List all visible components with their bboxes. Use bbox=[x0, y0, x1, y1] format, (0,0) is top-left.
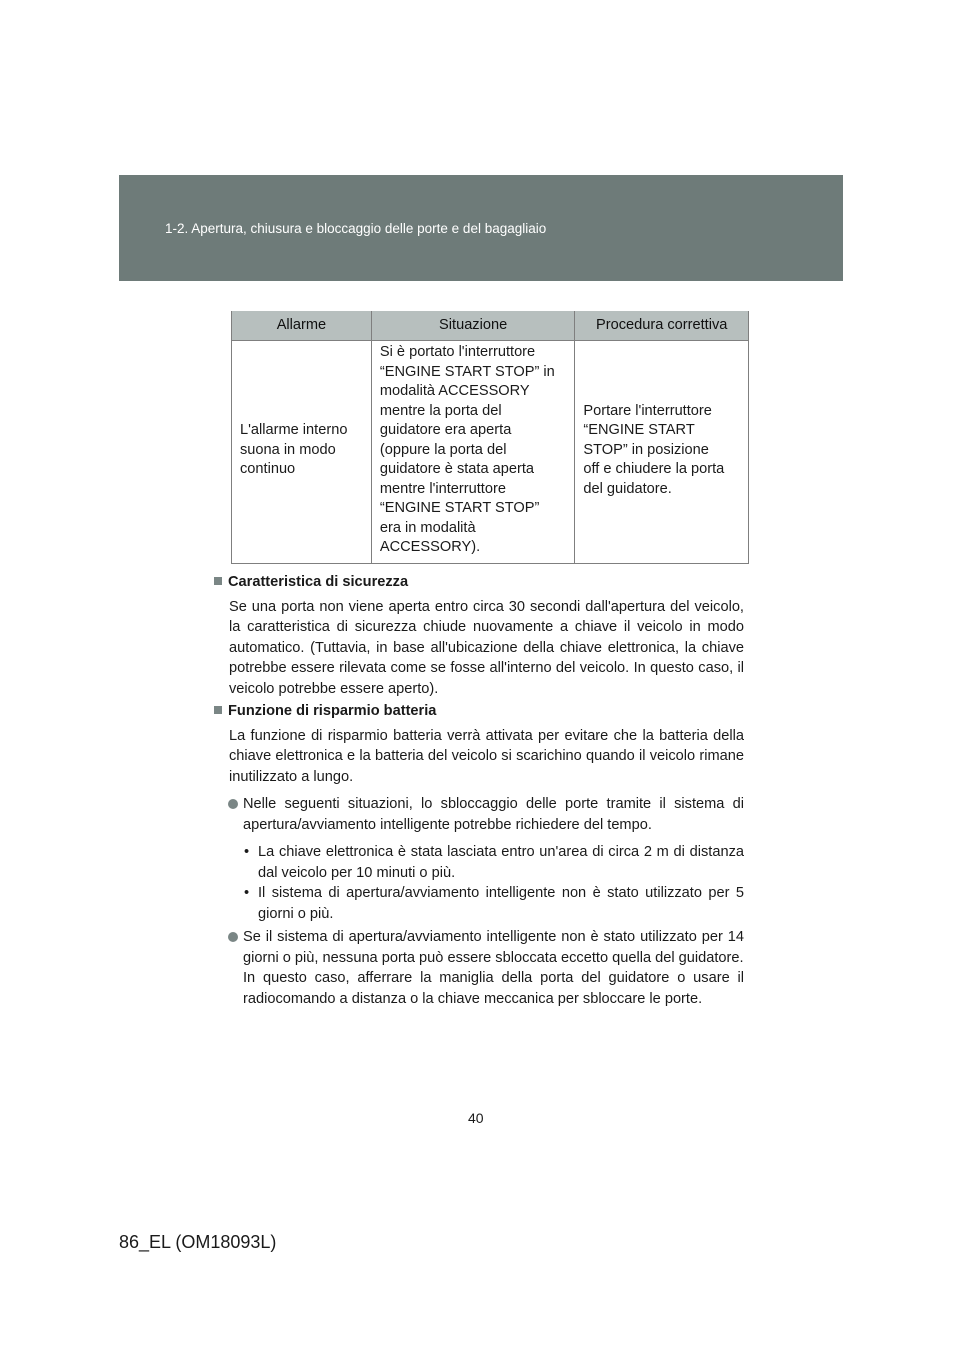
cell-line: era in modalità bbox=[379, 519, 476, 536]
cell-line: “ENGINE START STOP” in bbox=[379, 363, 555, 380]
column-header-situazione: Situazione bbox=[371, 311, 575, 341]
section-caratteristica-sicurezza bbox=[214, 572, 744, 699]
section-header-bar bbox=[119, 175, 843, 281]
table-row bbox=[232, 341, 749, 564]
circle-bullet-icon bbox=[228, 799, 238, 809]
section-title: 1-2. Apertura, chiusura e bloccaggio delle porte e del bagagliaio bbox=[165, 221, 547, 236]
cell-line: (oppure la porta del bbox=[379, 441, 507, 458]
cell-procedura bbox=[575, 341, 749, 564]
table-header-row bbox=[232, 311, 749, 341]
cell-line: mentre la porta del bbox=[379, 402, 502, 419]
bullet-text: Se il sistema di apertura/avviamento intelligente non è stato utilizzato per 14 giorni o più, nessuna porta può essere sbloccata eccetto quella del guidatore. bbox=[243, 929, 744, 966]
section-risparmio-batteria bbox=[214, 701, 744, 1009]
column-header-procedura: Procedura correttiva bbox=[575, 311, 749, 341]
section-heading: Caratteristica di sicurezza bbox=[228, 574, 409, 590]
cell-line: Si è portato l'interruttore bbox=[379, 344, 536, 360]
cell-line: continuo bbox=[240, 461, 296, 477]
section-paragraph: Se una porta non viene aperta entro circa 30 secondi dall'apertura del veicolo, la caratteristica di sicurezza chiude nuovamente a chiave il veicolo in modo automatico. (Tuttavia, in base all'ubicazione della chiave elettronica, la chiave potrebbe essere rilevata come se fosse all'interno del veicolo. In questo caso, il veicolo potrebbe essere aperto). bbox=[229, 598, 744, 697]
column-header-allarme: Allarme bbox=[232, 311, 372, 341]
cell-line: Portare l'interruttore bbox=[583, 402, 712, 419]
bullet-text: Nelle seguenti situazioni, lo sbloccaggio delle porte tramite il sistema di apertura/avviamento intelligente potrebbe richiedere del tempo. bbox=[243, 796, 744, 833]
cell-line: STOP” in posizione bbox=[583, 441, 709, 458]
cell-line: del guidatore. bbox=[583, 480, 672, 497]
cell-line: mentre l'interruttore bbox=[379, 480, 506, 497]
cell-allarme bbox=[232, 341, 372, 564]
section-paragraph: La funzione di risparmio batteria verrà attivata per evitare che la batteria della chiave elettronica e la batteria del veicolo si scarichino quando il veicolo rimane inutilizzato a lungo. bbox=[229, 727, 744, 785]
alarm-table bbox=[231, 311, 749, 564]
circle-bullet-icon bbox=[228, 932, 238, 942]
section-heading: Funzione di risparmio batteria bbox=[228, 703, 437, 719]
cell-line: guidatore è stata aperta bbox=[379, 461, 535, 477]
list-item bbox=[214, 842, 744, 883]
document-code: 86_EL (OM18093L) bbox=[119, 1232, 277, 1252]
cell-line: “ENGINE START bbox=[583, 422, 695, 438]
subitem-text: Il sistema di apertura/avviamento intelligente non è stato utilizzato per 5 giorni o più. bbox=[258, 885, 744, 922]
list-item bbox=[214, 883, 744, 924]
page-number: 40 bbox=[468, 1110, 484, 1126]
cell-line: suona in modo bbox=[240, 441, 336, 458]
list-item bbox=[214, 794, 744, 835]
cell-line: L'allarme interno bbox=[240, 422, 348, 438]
list-item bbox=[214, 927, 744, 1009]
cell-situazione bbox=[371, 341, 575, 564]
square-bullet-icon bbox=[214, 706, 222, 714]
cell-line: guidatore era aperta bbox=[379, 422, 512, 438]
square-bullet-icon bbox=[214, 577, 222, 585]
dot-bullet-icon: • bbox=[244, 885, 250, 901]
cell-line: modalità ACCESSORY bbox=[379, 383, 530, 399]
bullet-text-continued: In questo caso, afferrare la maniglia della porta del guidatore o usare il radiocomando a distanza o la chiave meccanica per sbloccare le porte. bbox=[243, 970, 744, 1007]
cell-line: ACCESSORY). bbox=[379, 539, 481, 555]
subitem-text: La chiave elettronica è stata lasciata entro un'area di circa 2 m di distanza dal veicolo per 10 minuti o più. bbox=[258, 844, 744, 881]
dot-bullet-icon: • bbox=[244, 844, 250, 860]
cell-line: “ENGINE START STOP” bbox=[379, 500, 540, 516]
cell-line: off e chiudere la porta bbox=[583, 461, 725, 477]
